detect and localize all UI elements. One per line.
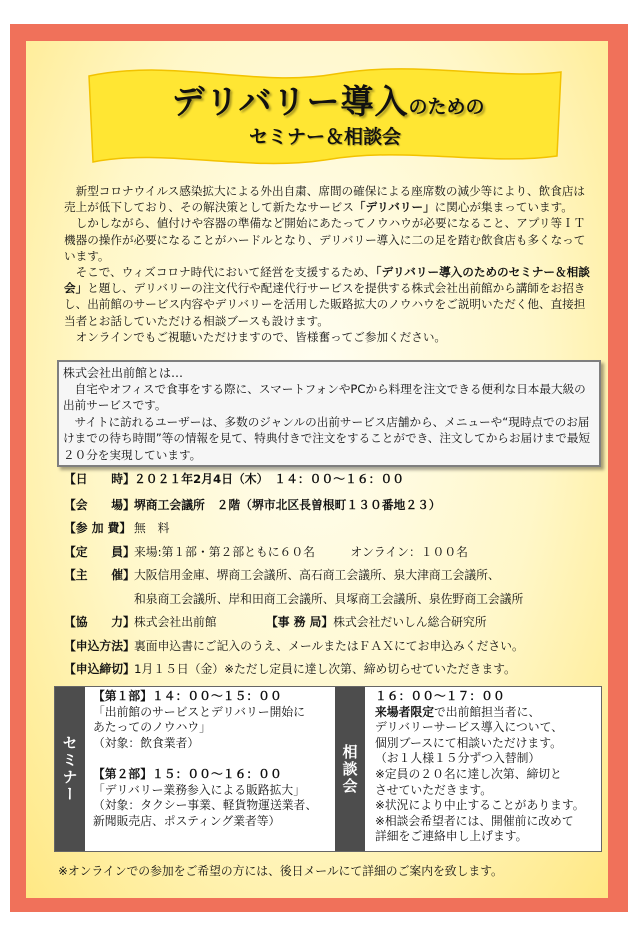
seminar-details: 【第１部】１４：００～１５：００ 「出前館のサービスとデリバリー開始に あたってのノウハウ」 （対象：飲食業者） 【第２部】１５：００～１６：００ 「デリバリー業務参入による販路拡大」 （対象：タクシー事業、軽貨物運送業者、 新聞販売店、ポスティング業者等）	[93, 689, 318, 828]
venue-row: 【会 場】堺商工会議所 ２階（堺市北区長曽根町１３０番地２３）	[64, 498, 441, 512]
main-title: デリバリー導入のための	[171, 82, 485, 121]
schedule-box	[54, 686, 602, 852]
seminar-label-bar: セミナー	[55, 687, 85, 851]
fee-row: 【参 加 費】 無 料	[64, 521, 170, 535]
sub-title: セミナー＆相談会	[248, 126, 401, 148]
coop-row: 【協 力】株式会社出前館	[64, 615, 217, 629]
host-row-2: 和泉商工会議所、岸和田商工会議所、貝塚商工会議所、泉佐野商工会議所	[134, 592, 524, 606]
about-demaecan-box	[57, 360, 601, 467]
capacity-row: 【定 員】来場:第１部・第２部ともに６０名 オンライン：１００名	[64, 545, 468, 559]
apply-row: 【申込方法】裏面申込書にご記入のうえ、メールまたはＦＡＸにてお申込みください。	[64, 639, 524, 653]
office-row: 【事 務 局】株式会社だいしん総合研究所	[266, 615, 487, 629]
date-row: 【日 時】２０２１年2月4日（木） １４：００～１６：００	[64, 472, 405, 486]
intro-text: 新型コロナウイルス感染拡大による外出自粛、席間の確保による座席数の減少等により、飲食店は売上が低下しており、その解決策として新たなサービス「デリバリー」に関心が集まっています。 しかしながら、値付けや容器の準備など開始にあたってノウハウが必要になること、アプリ等ＩＴ機器の操作が必要になることがハードルとなり、デリバリー導入に二の足を踏む飲食店も多くなっています。 そこで、ウィズコロナ時代において経営を支援するため、「デリバリー導入のためのセミナー＆相談会」と題し、デリバリーの注文代行や配達代行サービスを提供する株式会社出前館から講師をお招きし、出前館のサービス内容やデリバリーを活用した販路拡大のノウハウをご説明いただく他、直接担当者とお話していただける相談ブースも設けます。 オンラインでもご視聴いただけますので、皆様奮ってご参加ください。	[64, 184, 590, 344]
deadline-row: 【申込締切】1月１５日（金）※ただし定員に達し次第、締め切らせていただきます。	[64, 662, 516, 676]
about-body: 自宅やオフィスで食事をする際に、スマートフォンやPCから料理を注文できる便利な日本最大級の出前サービスです。 サイトに訪れるユーザーは、多数のジャンルの出前サービス店舗から、メニューや“現時点でのお届けまでの待ち時間”等の情報を見て、特典付きで注文をすることができ、注文してからお届けまで最短２０分を実現しています。	[63, 382, 591, 462]
host-row-1: 【主 催】大阪信用金庫、堺商工会議所、高石商工会議所、泉大津商工会議所、	[64, 568, 500, 582]
footer-note: ※オンラインでの参加をご希望の方には、後日メールにて詳細のご案内を致します。	[58, 864, 503, 878]
consult-label-bar: 相談会	[335, 687, 365, 851]
consult-details: １６：００～１７：００ 来場者限定で出前館担当者に、 デリバリーサービス導入について、 個別ブースにて相談いただけます。 （お１人様１５分ずつ入替制） ※定員の２０名に達し次第、締切と させていただきます。 ※状況により中止することがあります。 ※相談会希望者には、開催前に改めて 詳細をご連絡申し上げます。	[375, 689, 585, 844]
about-title: 株式会社出前館とは…	[63, 366, 184, 380]
